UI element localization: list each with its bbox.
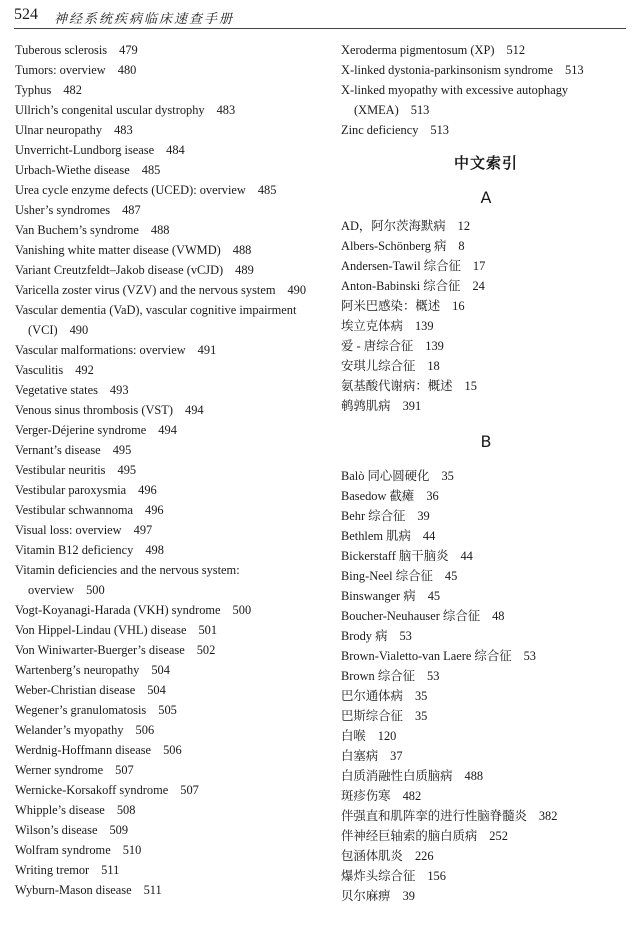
index-term: Behr 综合征 [341,509,406,523]
index-entry [341,526,631,546]
index-entry [341,586,631,606]
index-term: Andersen-Tawil 综合征 [341,259,461,273]
index-page-number: 44 [422,529,436,543]
index-entry [15,240,315,260]
index-page-number: 495 [117,463,137,477]
index-page-number: 17 [472,259,486,273]
index-page-number: 497 [133,523,153,537]
index-page-number: 488 [150,223,170,237]
index-term: 伴强直和肌阵挛的进行性脑脊髓炎 [341,809,527,823]
index-entry [341,80,631,120]
index-term: Typhus [15,83,52,97]
index-entry [341,396,631,416]
index-entry [15,60,315,80]
index-entry [341,626,631,646]
index-term: Bethlem 肌病 [341,529,411,543]
index-page-number: 252 [489,829,508,843]
index-entry [341,506,631,526]
index-term: Vitamin B12 deficiency [15,543,134,557]
index-entry [341,806,631,826]
index-page-number: 494 [158,423,177,437]
index-term: Von Hippel-Lindau (VHL) disease [15,623,187,637]
index-term: Urbach-Wiethe disease [15,163,130,177]
index-page-number: 506 [135,723,155,737]
section-b-entries [341,466,631,906]
index-term: 埃立克体病 [341,319,403,333]
index-entry [341,466,631,486]
index-entry [341,826,631,846]
index-entry [341,686,631,706]
index-page-number: 494 [185,403,204,417]
index-entry [15,340,315,360]
index-entry [15,680,315,700]
index-page-number: 45 [427,589,441,603]
index-entry [15,420,315,440]
index-entry [341,766,631,786]
index-term: Welander’s myopathy [15,723,124,737]
index-entry [15,560,315,600]
index-entry [341,120,631,140]
index-entry [341,546,631,566]
index-page-number: 495 [112,443,132,457]
index-page-number: 36 [426,489,439,503]
index-page-number: 513 [430,123,449,137]
index-term: Wilson’s disease [15,823,98,837]
index-page-number: 504 [151,663,170,677]
index-page-number: 18 [427,359,440,373]
index-page-number: 513 [410,103,430,117]
index-page-number: 37 [390,749,403,763]
index-page-number: 507 [180,783,199,797]
index-page-number: 35 [414,709,428,723]
index-entry [15,760,315,780]
index-term: Vestibular schwannoma [15,503,134,517]
index-entry [341,60,631,80]
index-page-number: 511 [143,883,162,897]
index-entry [15,720,315,740]
index-entry [341,646,631,666]
index-page-number: 509 [109,823,129,837]
index-page-number: 44 [460,549,473,563]
index-entry [15,200,315,220]
index-term: Unverricht-Lundborg isease [15,143,155,157]
index-page-number: 496 [145,503,164,517]
index-page-number: 508 [116,803,136,817]
index-page-number: 500 [232,603,252,617]
index-term: Vernant’s disease [15,443,101,457]
index-entry [15,260,315,280]
index-term: 包涵体肌炎 [341,849,403,863]
index-entry [15,400,315,420]
index-entry [341,296,631,316]
index-entry [341,356,631,376]
right-column [341,40,631,906]
index-entry [341,276,631,296]
index-page-number: 507 [115,763,134,777]
index-page-number: 490 [287,283,307,297]
index-page-number: 120 [377,729,397,743]
index-page-number: 139 [425,339,444,353]
index-term: Balò 同心圆硬化 [341,469,430,483]
index-term: Binswanger 病 [341,589,416,603]
english-index-continued [341,40,631,140]
index-entry [15,600,315,620]
index-term: 白塞病 [341,749,379,763]
index-page-number: 482 [63,83,82,97]
chinese-index-title: 中文索引 [453,154,518,172]
index-entry [341,706,631,726]
index-term: Van Buchem’s syndrome [15,223,139,237]
index-term: Urea cycle enzyme defects (UCED): overview [15,183,246,197]
index-page-number: 35 [441,469,454,483]
index-entry [15,140,315,160]
index-term: Von Winiwarter-Buerger’s disease [15,643,185,657]
index-term: Werner syndrome [15,763,104,777]
index-page-number: 479 [119,43,138,57]
index-term: Verger-Déjerine syndrome [15,423,147,437]
index-term: Vestibular paroxysmia [15,483,127,497]
index-entry [341,846,631,866]
index-term: Variant Creutzfeldt–Jakob disease (vCJD) [15,263,224,277]
index-entry [341,606,631,626]
index-page-number: 483 [216,103,236,117]
index-term: Varicella zoster virus (VZV) and the nervous system [15,283,276,297]
index-term: Xeroderma pigmentosum (XP) [341,43,495,57]
index-term: X-linked dystonia-parkinsonism syndrome [341,63,553,77]
index-page-number: 39 [402,889,415,903]
index-term: Weber-Christian disease [15,683,136,697]
index-page-number: 485 [257,183,277,197]
index-entry [15,460,315,480]
index-entry [15,160,315,180]
index-page-number: 15 [464,379,477,393]
index-page-number: 491 [197,343,217,357]
index-page-number: 505 [158,703,177,717]
index-page-number: 506 [163,743,182,757]
index-entry [341,376,631,396]
index-term: 贝尔麻痹 [341,889,391,903]
index-term: Venous sinus thrombosis (VST) [15,403,173,417]
index-term: Vitamin deficiencies and the nervous system: overview [15,563,240,597]
index-entry [15,380,315,400]
index-term: Werdnig-Hoffmann disease [15,743,152,757]
index-entry [15,540,315,560]
index-term: Wegener’s granulomatosis [15,703,147,717]
index-term: Whipple’s disease [15,803,105,817]
index-term: Wartenberg’s neuropathy [15,663,140,677]
index-term: Ullrich’s congenital uscular dystrophy [15,103,205,117]
index-page-number: 39 [417,509,430,523]
index-page-number: 484 [166,143,185,157]
index-term: Wolfram syndrome [15,843,111,857]
index-page-number: 480 [117,63,137,77]
index-term: Brown 综合征 [341,669,415,683]
index-page-number: 496 [138,483,157,497]
index-page-number: 53 [523,649,536,663]
index-term: Tuberous sclerosis [15,43,108,57]
index-entry [341,886,631,906]
index-term: Zinc deficiency [341,123,419,137]
index-entry [15,740,315,760]
index-entry [15,520,315,540]
index-page-number: 487 [122,203,141,217]
index-entry [15,300,315,340]
index-term: AD，阿尔茨海默病 [341,219,446,233]
index-entry [341,256,631,276]
index-page-number: 382 [538,809,558,823]
index-entry [15,100,315,120]
index-page-number: 488 [232,243,252,257]
index-page-number: 500 [86,583,105,597]
index-term: Anton-Babinski 综合征 [341,279,461,293]
index-entry [341,566,631,586]
index-page-number: 490 [69,323,89,337]
index-page-number: 24 [472,279,485,293]
index-entry [341,866,631,886]
index-entry [341,236,631,256]
index-page-number: 45 [444,569,458,583]
index-page-number: 510 [122,843,142,857]
page-number: 524 [14,6,38,23]
index-term: Brown-Vialetto-van Laere 综合征 [341,649,512,663]
index-entry [341,786,631,806]
index-page-number: 391 [402,399,422,413]
index-entry [15,700,315,720]
index-page-number: 501 [198,623,218,637]
index-term: Wernicke-Korsakoff syndrome [15,783,169,797]
index-term: 白喉 [341,729,366,743]
index-entry [341,216,631,236]
index-term: 爆炸头综合征 [341,869,416,883]
index-term: Vascular malformations: overview [15,343,186,357]
index-term: 安琪儿综合征 [341,359,416,373]
section-letter-b: B [480,432,492,451]
index-entry [15,500,315,520]
index-entry [15,180,315,200]
index-term: 斑疹伤寒 [341,789,391,803]
index-page-number: 53 [427,669,440,683]
index-term: 伴神经巨轴索的脑白质病 [341,829,478,843]
index-page-number: 504 [147,683,166,697]
index-entry [341,486,631,506]
index-term: 鹌鹑肌病 [341,399,391,413]
index-term: Vestibular neuritis [15,463,106,477]
index-term: 白质消融性白质脑病 [341,769,453,783]
index-entry [15,620,315,640]
index-term: Boucher-Neuhauser 综合征 [341,609,481,623]
index-entry [341,666,631,686]
index-entry [341,726,631,746]
index-page-number: 35 [414,689,428,703]
index-term: Vogt-Koyanagi-Harada (VKH) syndrome [15,603,221,617]
index-term: Usher’s syndromes [15,203,111,217]
index-entry [15,480,315,500]
index-term: Wyburn-Mason disease [15,883,132,897]
index-term: 巴尔通体病 [341,689,403,703]
index-entry [15,860,315,880]
index-entry [15,660,315,680]
index-page-number: 498 [145,543,164,557]
index-term: Writing tremor [15,863,90,877]
index-term: Bickerstaff 脑干脑炎 [341,549,449,563]
index-term: Vanishing white matter disease (VWMD) [15,243,221,257]
section-letter-a: A [480,188,492,207]
index-entry [15,40,315,60]
index-page-number: 16 [452,299,465,313]
section-a-entries [341,216,631,416]
index-page-number: 226 [414,849,434,863]
index-entry [15,820,315,840]
index-term: 阿米巴感染：概述 [341,299,441,313]
index-page-number: 502 [196,643,216,657]
index-term: 巴斯综合征 [341,709,403,723]
index-entry [341,336,631,356]
index-term: Vasculitis [15,363,64,377]
index-term: Ulnar neuropathy [15,123,103,137]
index-page-number: 483 [114,123,133,137]
index-term: Albers-Schönberg 病 [341,239,447,253]
index-entry [15,360,315,380]
index-entry [341,40,631,60]
index-term: Basedow 截瘫 [341,489,415,503]
index-page-number: 488 [464,769,484,783]
index-page-number: 512 [506,43,526,57]
index-page-number: 53 [399,629,412,643]
index-entry [15,780,315,800]
index-entry [15,120,315,140]
left-column [15,40,315,900]
index-term: Visual loss: overview [15,523,122,537]
index-page-number: 485 [141,163,161,177]
index-entry [15,880,315,900]
book-title: 神经系统疾病临床速查手册 [54,11,235,26]
index-entry [341,316,631,336]
index-term: 氨基酸代谢病：概述 [341,379,453,393]
page-header [14,2,626,29]
index-term: Brody 病 [341,629,388,643]
index-term: X-linked myopathy with excessive autophagy (XMEA) [341,83,569,117]
index-term: Vascular dementia (VaD), vascular cognitive impairment (VCI) [15,303,297,337]
index-page-number: 12 [457,219,471,233]
index-entry [15,640,315,660]
index-term: Bing-Neel 综合征 [341,569,433,583]
index-page-number: 492 [75,363,94,377]
index-page-number: 513 [565,63,584,77]
index-entry [341,746,631,766]
index-page-number: 8 [458,239,465,253]
index-page-number: 493 [109,383,129,397]
index-page-number: 156 [427,869,446,883]
index-page-number: 489 [235,263,254,277]
index-entry [15,80,315,100]
index-page-number: 139 [414,319,434,333]
index-entry [15,840,315,860]
index-term: Vegetative states [15,383,98,397]
index-entry [15,800,315,820]
index-entry [15,220,315,240]
index-term: 爱 - 唐综合征 [341,339,414,353]
index-page-number: 482 [402,789,422,803]
index-entry [15,440,315,460]
index-entry [15,280,315,300]
index-page-number: 48 [492,609,505,623]
index-page-number: 511 [101,863,120,877]
index-term: Tumors: overview [15,63,106,77]
